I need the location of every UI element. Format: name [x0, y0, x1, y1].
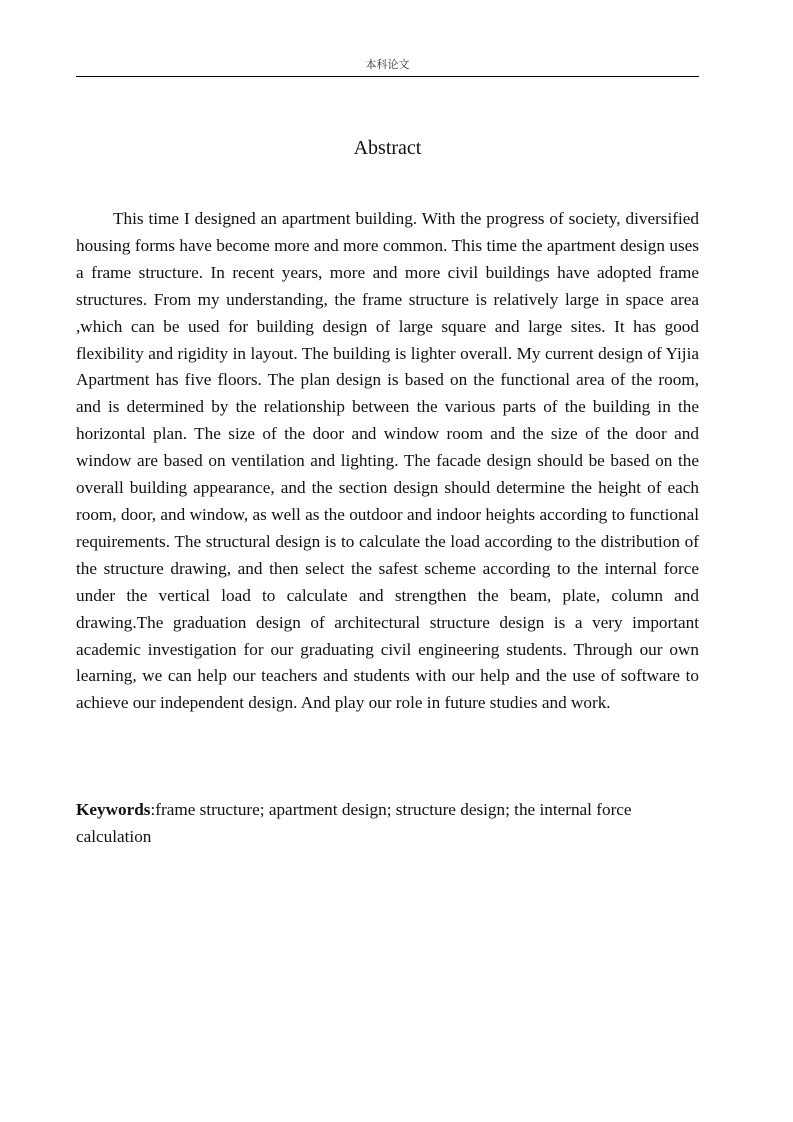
keywords-paragraph: [76, 796, 699, 850]
keywords-text: frame structure; apartment design; structure design; the internal force calculation: [76, 800, 632, 846]
keywords-label: Keywords: [76, 800, 151, 819]
abstract-body: This time I designed an apartment building. With the progress of society, diversified housing forms have become more and more common. This time the apartment design uses a frame structure. In recent years, more and more civil buildings have adopted frame structures. From my understanding, the frame structure is relatively large in space area ,which can be used for building design of large square and large sites. It has good flexibility and rigidity in layout. The building is lighter overall. My current design of Yijia Apartment has five floors. The plan design is based on the functional area of the room, and is determined by the relationship between the various parts of the building in the horizontal plan. The size of the door and window room and the size of the door and window are based on ventilation and lighting. The facade design should be based on the overall building appearance, and the section design should determine the height of each room, door, and window, as well as the outdoor and indoor heights according to functional requirements. The structural design is to calculate the load according to the distribution of the structure drawing, and then select the safest scheme according to the internal force under the vertical load to calculate and strengthen the beam, plate, column and drawing.The graduation design of architectural structure design is a very important academic investigation for our graduating civil engineering students. Through our own learning, we can help our teachers and students with our help and the use of software to achieve our independent design. And play our role in future studies and work.: [76, 209, 699, 713]
header-divider: [76, 76, 699, 77]
abstract-title: Abstract: [353, 137, 422, 159]
keywords-separator: :: [150, 800, 156, 819]
running-header: 本科论文: [365, 58, 410, 71]
